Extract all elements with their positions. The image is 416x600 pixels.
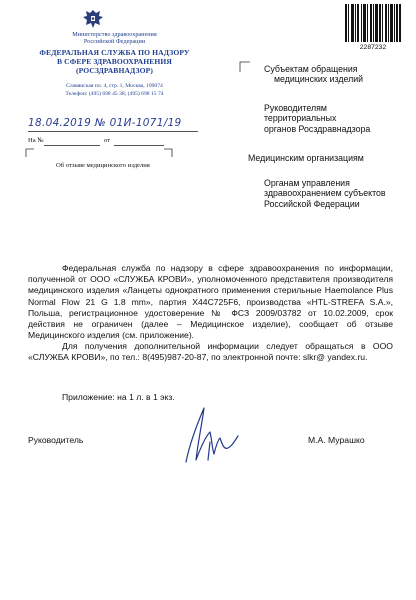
recipient-2-line-1: Руководителям (264, 103, 327, 113)
subject-bracket (24, 147, 174, 161)
body-paragraph-2: Для получения дополнительной информации следует обращаться в ООО «СЛУЖБА КРОВИ», по тел.: 8(495)987-20-87, по электронной почте: slkr@ yandex.ru. (28, 341, 393, 363)
coat-of-arms-emblem (81, 8, 105, 30)
agency-line-3: (РОСЗДРАВНАДЗОР) (75, 66, 154, 75)
recipient-2-line-3: органов Росздравнадзора (264, 123, 371, 134)
recipient-3-line-1: Медицинским организациям (248, 153, 364, 163)
ministry-line-1: Министерство здравоохранения (72, 31, 157, 38)
agency-line-2: В СФЕРЕ ЗДРАВООХРАНЕНИЯ (56, 57, 173, 66)
recipient-4-line-3: Российской Федерации (264, 198, 360, 209)
ref-prefix: На № (28, 137, 44, 144)
ref-from: от (104, 137, 111, 144)
body-paragraph-1: Федеральная служба по надзору в сфере здравоохранения по информации, полученной от ООО «СЛУЖБА КРОВИ», уполномоченного представителя производителя медицинского изделия «Ланцеты однократного применения стерильные Haemolance Plus Normal Flow 21 G 1.8 mm», партия X44C725F6, производства «HTL-STREFA S.A.», Польша, регистрационное удостоверение № ФСЗ 2009/03782 от 10.02.2009, срок действия не ограничен (далее – Медицинское изделие), сообщает об отзыве Медицинского изделия (см. приложение). (28, 263, 393, 341)
ref-number-line (44, 145, 100, 146)
recipient-2 (264, 103, 416, 134)
agency-address: Славянская пл. 4, стр. 1, Москва, 109074 (66, 83, 163, 89)
ref-date-line (114, 145, 164, 146)
barcode (344, 4, 402, 42)
annex-note: Приложение: на 1 л. в 1 экз. (62, 392, 175, 402)
signatory-role: Руководитель (28, 435, 84, 445)
recipient-1-line-2: медицинских изделий (274, 74, 364, 85)
recipient-4-line-2: здравоохранением субъектов (264, 188, 386, 199)
recipient-1-line-1: Субъектам обращения (264, 64, 358, 74)
recipient-1 (264, 64, 416, 85)
subject-line: Об отзыве медицинского изделия (56, 162, 150, 169)
date-number-handwritten: 18.04.2019 № 01И-1071/19 (28, 117, 182, 129)
recipient-2-line-2: территориальных (264, 113, 337, 124)
handwritten-signature (168, 402, 248, 472)
recipient-3 (248, 153, 408, 163)
recipient-bracket (238, 60, 252, 74)
agency-line-1: ФЕДЕРАЛЬНАЯ СЛУЖБА ПО НАДЗОРУ (39, 48, 190, 57)
barcode-number: 2287232 (359, 44, 387, 51)
recipient-4 (264, 178, 416, 209)
agency-phone: Телефон: (495) 698 45 38; (495) 698 15 74 (65, 91, 164, 97)
recipient-4-line-1: Органам управления (264, 178, 350, 188)
ministry-line-2: Российской Федерации (83, 38, 146, 45)
letter-body (28, 263, 393, 364)
date-underline (28, 131, 198, 132)
signatory-name: М.А. Мурашко (308, 435, 365, 445)
